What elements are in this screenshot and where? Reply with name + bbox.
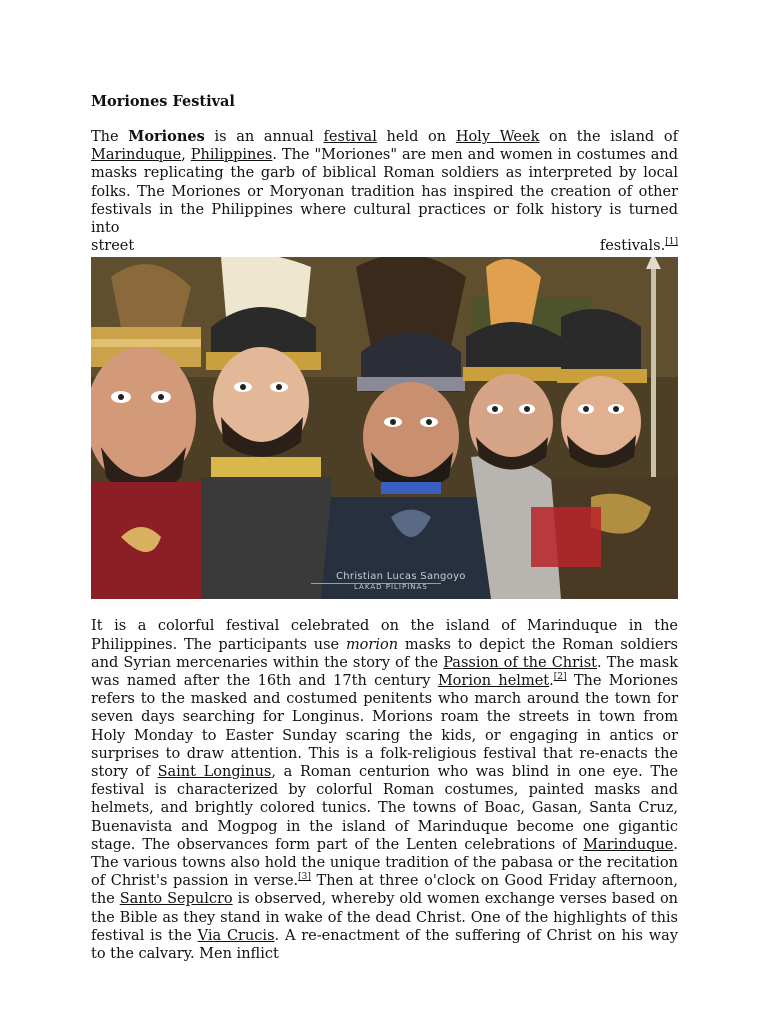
watermark-text: Christian Lucas Sangoyo xyxy=(336,571,466,583)
text-run: held on xyxy=(376,129,456,145)
text-run: . A re-enactment of the suffering of Christ on his way to the calvary. Men inflict xyxy=(91,927,679,963)
text-run: It is a colorful festival celebrated on the island of Marinduque in the Philippines. The participants use xyxy=(91,618,678,653)
text-run: Then at three o'clock on Good Friday afternoon, the xyxy=(91,873,678,908)
moriones-photo xyxy=(91,257,678,599)
intro-last-line xyxy=(91,237,678,255)
text-run: . The "Moriones" are men and women in costumes and masks replicating the garb of biblical Roman soldiers as interpreted by local folks. The Moriones or Moryonan tradition has inspired the creation of other festivals in the Philippines where cultural practices or folk history is turned into xyxy=(91,147,679,237)
text-run: , a Roman centurion who was blind in one eye. The festival is characterized by colorful Roman costumes, painted masks and helmets, and brightly colored tunics. The towns of Boac, Gasan, Santa Cruz, Buenavista and Mogpog in the island of Marinduque become one gigantic stage. The observances form part of the Lenten celebrations of xyxy=(91,764,678,853)
reference-3[interactable]: [3] xyxy=(298,872,311,883)
text-run: is an annual xyxy=(204,129,324,145)
intro-paragraph xyxy=(91,128,678,237)
text-run: . The mask was named after the 16th and 17th century xyxy=(91,654,678,690)
link-holy-week[interactable]: Holy Week xyxy=(455,129,540,145)
link-marinduque[interactable]: Marinduque xyxy=(91,147,182,164)
text-run: The Moriones refers to the masked and costumed penitents who march around the town for seven days searching for Longinus. Morions roam the streets in town from Holy Monday to Easter Sunday scaring the kids, or engaging in antics or surprises to draw attention. This is a folk-religious festival that re-enacts the story of xyxy=(91,673,678,781)
link-festival[interactable]: festival xyxy=(323,129,377,145)
link-saint-longinus[interactable]: Saint Longinus xyxy=(157,764,272,781)
watermark-subtext: LAKAD PILIPINAS xyxy=(354,583,428,592)
link-philippines[interactable]: Philippines xyxy=(190,147,273,164)
text-run: street xyxy=(91,238,135,255)
text-run: masks to depict the Roman soldiers and Syrian mercenaries within the story of the xyxy=(91,636,678,671)
main-paragraph xyxy=(91,617,678,963)
text-run: festivals. xyxy=(599,238,666,255)
text-run xyxy=(600,237,678,255)
moriones-photo-illustration xyxy=(91,257,678,599)
bold-term: Moriones xyxy=(128,128,205,145)
link-via-crucis[interactable]: Via Crucis xyxy=(197,927,275,944)
link-marinduque-2[interactable]: Marinduque xyxy=(583,836,674,853)
reference-1[interactable]: [1] xyxy=(665,237,678,248)
text-run: on the island of xyxy=(539,129,678,145)
photo-watermark xyxy=(336,571,466,593)
text-run: is observed, whereby old women exchange verses based on the Bible as they stand in wake of the dead Christ. One of the highlights of this festival is the xyxy=(91,891,679,944)
text-run: , xyxy=(181,147,191,164)
italic-term: morion xyxy=(345,636,399,653)
text-run: The xyxy=(91,129,129,145)
link-santo-sepulcro[interactable]: Santo Sepulcro xyxy=(119,891,233,908)
link-passion-of-the-christ[interactable]: Passion of the Christ xyxy=(443,654,597,671)
document-page xyxy=(91,92,678,963)
text-run: . The various towns also hold the unique tradition of the pabasa or the recitation of Christ's passion in verse. xyxy=(91,836,678,890)
link-morion-helmet[interactable]: Morion helmet xyxy=(437,673,550,690)
reference-2[interactable]: [2] xyxy=(553,672,567,683)
text-run: . xyxy=(549,673,554,690)
document-title: Moriones Festival xyxy=(91,93,235,110)
